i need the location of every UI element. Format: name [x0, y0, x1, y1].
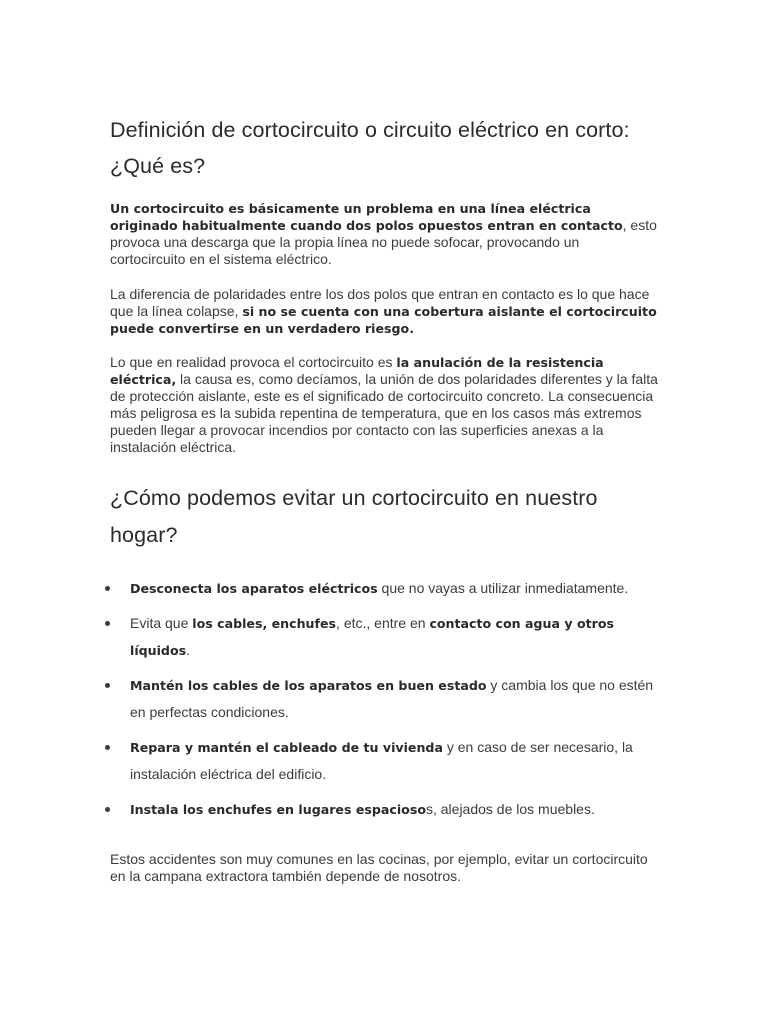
- polarity-paragraph: [110, 286, 658, 337]
- tip-bold-text: Mantén los cables de los aparatos en buen estado: [130, 678, 487, 693]
- bullet-icon: [105, 621, 110, 626]
- tip-bold-text: contacto con agua y otros líquidos: [130, 616, 615, 658]
- definition-paragraph: [110, 200, 658, 268]
- prevention-tips-list: [110, 575, 658, 831]
- prevention-heading: ¿Cómo podemos evitar un cortocircuito en nuestro hogar?: [110, 486, 598, 547]
- list-item: [110, 796, 658, 823]
- list-item: [110, 575, 658, 602]
- list-item: [110, 672, 658, 726]
- polarity-bold-text: si no se cuenta con una cobertura aislante el cortocircuito puede convertirse en un verdadero riesgo.: [110, 304, 657, 336]
- list-item: [110, 734, 658, 788]
- tip-bold-text: Instala los enchufes en lugares espacioso: [130, 802, 426, 817]
- cause-text-end: la causa es, como decíamos, la unión de dos polaridades diferentes y la falta de protección aislante, este es el significado de cortocircuito concreto. La consecuencia más peligrosa es la subida repentina de temperatura, que en los casos más extremos pueden llegar a provocar incendios por contacto con las superficies anexas a la instalación eléctrica.: [110, 371, 658, 455]
- definition-bold-text: Un cortocircuito es básicamente un problema en una línea eléctrica originado habitualmente cuando dos polos opuestos entran en contacto: [110, 201, 623, 233]
- tip-text: , etc., entre en: [336, 615, 430, 631]
- polarity-text: La diferencia de polaridades entre los dos polos que entran en contacto es lo que hace que la línea colapse,: [110, 286, 650, 319]
- cause-bold-text: la anulación de la resistencia eléctrica,: [110, 355, 604, 387]
- tip-text: Evita que: [130, 615, 193, 631]
- bullet-icon: [105, 807, 110, 812]
- tip-text: s, alejados de los muebles.: [425, 801, 595, 817]
- tip-bold-text: Repara y mantén el cableado de tu vivienda: [130, 740, 443, 755]
- bullet-icon: [105, 586, 110, 591]
- cause-paragraph: [110, 354, 658, 456]
- tip-text: que no vayas a utilizar inmediatamente.: [377, 580, 629, 596]
- bullet-icon: [105, 683, 110, 688]
- tip-text: y cambia los que no estén en perfectas condiciones.: [130, 677, 654, 720]
- tip-text: .: [186, 642, 190, 658]
- tip-bold-text: Desconecta los aparatos eléctricos: [130, 581, 378, 596]
- main-heading: Definición de cortocircuito o circuito eléctrico en corto: ¿Qué es?: [110, 118, 630, 178]
- tip-text: y en caso de ser necesario, la instalación eléctrica del edificio.: [130, 739, 633, 782]
- definition-text: , esto provoca una descarga que la propia línea no puede sofocar, provocando un cortocircuito en el sistema eléctrico.: [110, 217, 657, 267]
- bullet-icon: [105, 745, 110, 750]
- tip-bold-text: los cables, enchufes: [192, 616, 337, 631]
- closing-paragraph: Estos accidentes son muy comunes en las cocinas, por ejemplo, evitar un cortocircuito en la campana extractora también depende de nosotros.: [110, 851, 648, 884]
- cause-text-start: Lo que en realidad provoca el cortocircuito es: [110, 354, 397, 370]
- list-item: [110, 610, 658, 664]
